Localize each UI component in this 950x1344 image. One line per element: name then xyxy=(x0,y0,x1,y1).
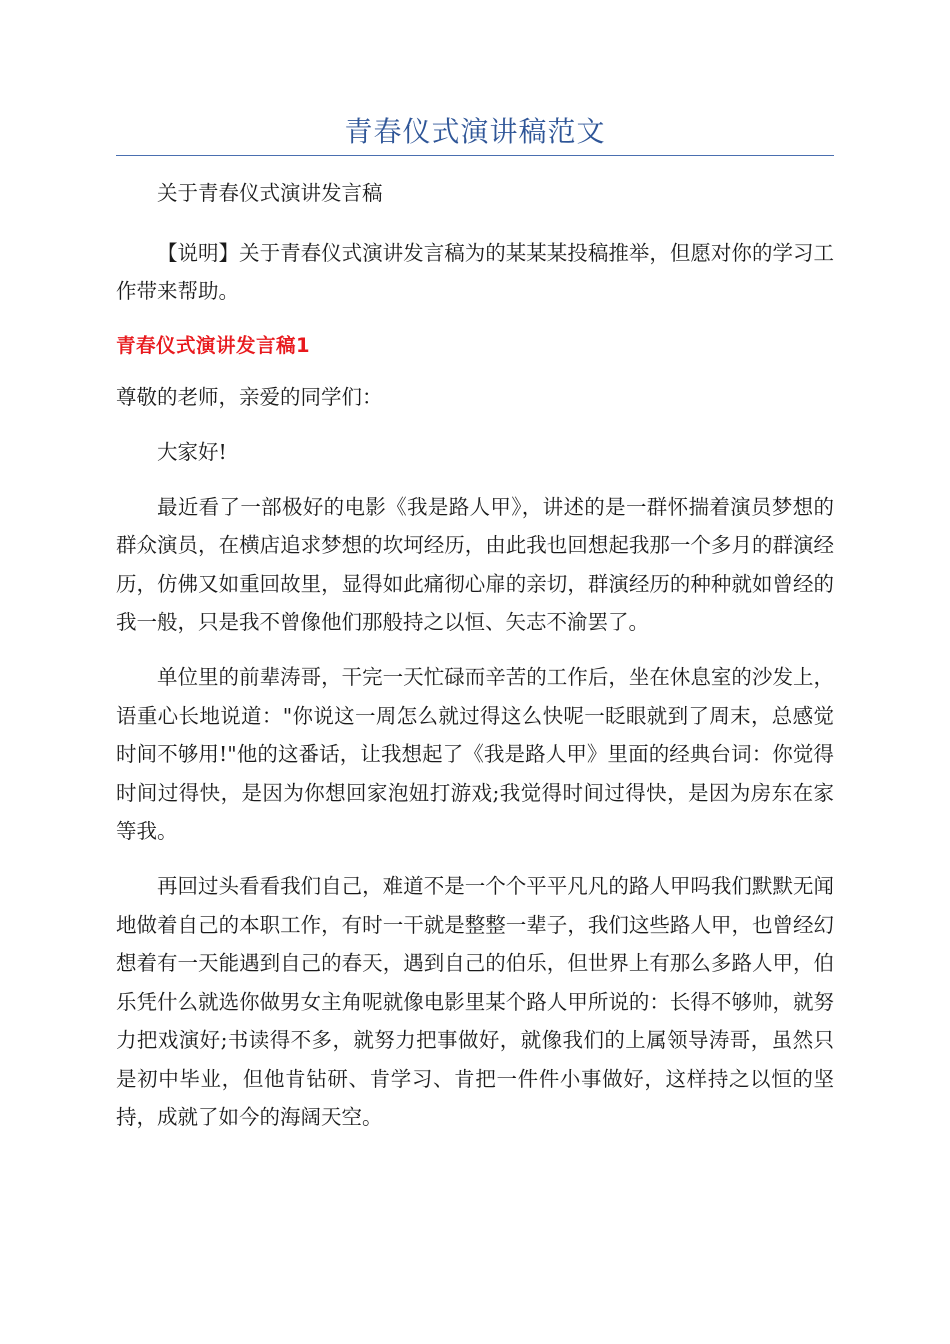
salutation: 尊敬的老师，亲爱的同学们： xyxy=(116,385,383,410)
document-title: 青春仪式演讲稿范文 xyxy=(344,115,606,148)
greeting: 大家好! xyxy=(157,439,227,464)
body-paragraph-1: 最近看了一部极好的电影《我是路人甲》，讲述的是一群怀揣着演员梦想的群众演员，在横店追求梦想的坎坷经历，由此我也回想起我那一个多月的群演经历，仿佛又如重回故里，显得如此痛彻心扉的亲切，群演经历的种种就如曾经的我一般，只是我不曾像他们那般持之以恒、矢志不渝罢了。 xyxy=(116,494,834,635)
document-note: 【说明】关于青春仪式演讲发言稿为的某某某投稿推举，但愿对你的学习工作带来帮助。 xyxy=(116,240,834,304)
title-underline xyxy=(116,155,834,156)
body-paragraph-3: 再回过头看看我们自己，难道不是一个个平平凡凡的路人甲吗我们默默无闻地做着自己的本职工作，有时一干就是整整一辈子，我们这些路人甲，也曾经幻想着有一天能遇到自己的春天，遇到自己的伯乐，但世界上有那么多路人甲，伯乐凭什么就选你做男女主角呢就像电影里某个路人甲所说的：长得不够帅，就努力把戏演好;书读得不多，就努力把事做好，就像我们的上属领导涛哥，虽然只是初中毕业，但他肯钻研、肯学习、肯把一件件小事做好，这样持之以恒的坚持，成就了如今的海阔天空。 xyxy=(116,873,834,1130)
document-body xyxy=(116,174,834,1137)
document-subtitle: 关于青春仪式演讲发言稿 xyxy=(157,181,383,205)
section-heading: 青春仪式演讲发言稿1 xyxy=(116,333,311,357)
body-paragraph-2: 单位里的前辈涛哥，干完一天忙碌而辛苦的工作后，坐在休息室的沙发上，语重心长地说道："你说这一周怎么就过得这么快呢一眨眼就到了周末，总感觉时间不够用!"他的这番话，让我想起了《我是路人甲》里面的经典台词：你觉得时间过得快，是因为你想回家泡妞打游戏;我觉得时间过得快，是因为房东在家等我。 xyxy=(116,664,834,844)
